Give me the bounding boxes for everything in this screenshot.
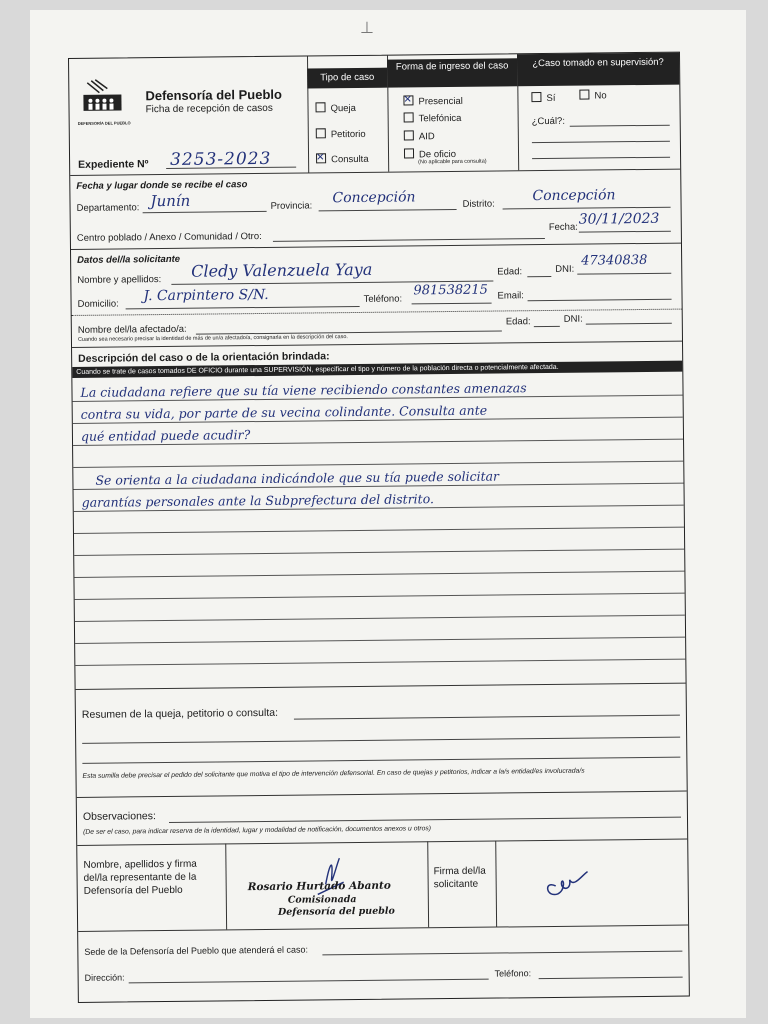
telefono-label: Teléfono: (363, 293, 403, 305)
cual-line-1[interactable] (570, 125, 670, 127)
resumen-line-2[interactable] (82, 737, 680, 744)
afectado-dni-field[interactable] (586, 323, 672, 325)
solicitante-title: Datos del/la solicitante (77, 253, 181, 266)
direccion-field[interactable] (129, 979, 489, 984)
de-oficio-note: (No aplicable para consulta) (418, 158, 487, 166)
stamp-signature (247, 853, 418, 925)
forma-aid[interactable]: AID (404, 130, 435, 142)
descripcion-line-3: qué entidad puede acudir? (80, 427, 251, 444)
case-intake-form (68, 52, 690, 1003)
cual-line-2[interactable] (532, 141, 670, 143)
cual-label: ¿Cuál?: (531, 115, 566, 128)
direccion-label: Dirección: (84, 972, 125, 983)
solicitante-signature-icon (537, 863, 597, 904)
resumen-line-3[interactable] (82, 757, 680, 764)
aid-checkbox[interactable] (404, 130, 414, 140)
supervision-si[interactable]: Sí (531, 92, 555, 104)
expediente-value: 3253-2023 (169, 148, 272, 170)
afectado-label: Nombre del/la afectado/a: (77, 323, 187, 336)
logo-text: DEFENSORÍA DEL PUEBLO (77, 120, 131, 126)
distrito-value: Concepción (532, 187, 616, 205)
descripcion-line-2: contra su vida, por parte de su vecina colindante. Consulta ante (80, 402, 488, 422)
edad-label: Edad: (497, 266, 523, 278)
tipo-caso-petitorio[interactable]: Petitorio (316, 128, 366, 141)
presencial-checkbox[interactable] (403, 95, 413, 105)
tipo-caso-queja[interactable]: Queja (315, 102, 355, 114)
telefonica-checkbox[interactable] (404, 112, 414, 122)
page-mark: ⊥ (360, 20, 374, 37)
sede-label: Sede de la Defensoría del Pueblo que atenderá el caso: (84, 944, 309, 957)
observaciones-title: Observaciones: (82, 810, 156, 823)
org-subtitle: Ficha de recepción de casos (145, 102, 273, 116)
forma-presencial[interactable]: ✕Presencial (403, 95, 462, 108)
descripcion-line-6: garantías personales ante la Subprefectura del distrito. (81, 491, 435, 510)
fecha-value: 30/11/2023 (578, 210, 660, 228)
nombre-value: Cledy Valenzuela Yaya (191, 259, 373, 281)
resumen-line-1[interactable] (294, 715, 680, 720)
expediente-label: Expediente Nº (78, 158, 149, 171)
provincia-field[interactable] (319, 209, 457, 211)
org-name: Defensoría del Pueblo (145, 86, 283, 104)
domicilio-label: Domicilio: (77, 298, 119, 310)
solicitante-signature (537, 863, 597, 909)
stamp-role: Comisionada (287, 894, 357, 906)
email-field[interactable] (528, 299, 672, 302)
centro-field[interactable] (273, 238, 545, 242)
fecha-field[interactable] (579, 231, 671, 233)
fecha-label: Fecha: (548, 221, 578, 233)
departamento-field[interactable] (143, 211, 267, 213)
de-oficio-checkbox[interactable] (404, 148, 414, 158)
queja-checkbox[interactable] (315, 102, 325, 112)
descripcion-line-1: La ciudadana refiere que su tía viene recibiendo constantes amenazas (80, 380, 527, 400)
dni-value: 47340838 (581, 252, 648, 269)
sede-telefono-field[interactable] (539, 977, 683, 980)
resumen-title: Resumen de la queja, petitorio o consulta: (81, 706, 279, 721)
sede-telefono-label: Teléfono: (494, 968, 532, 979)
dni-field[interactable] (577, 273, 671, 275)
consulta-checkbox[interactable] (316, 153, 326, 163)
supervision-header: ¿Caso tomado en supervisión? (517, 53, 679, 87)
logo (79, 78, 125, 118)
provincia-value: Concepción (332, 189, 416, 207)
tipo-caso-consulta[interactable]: ✕Consulta (316, 153, 369, 166)
afectado-note: Cuando sea necesario precisar la identidad de más de un/a afectado/a, consignarla en la descripción del caso. (77, 334, 348, 343)
cual-line-3[interactable] (532, 157, 670, 159)
departamento-value: Junín (150, 191, 191, 211)
distrito-label: Distrito: (462, 198, 495, 210)
representante-label: Nombre, apellidos y firma del/la representante de la Defensoría del Pueblo (83, 858, 197, 897)
telefono-value: 981538215 (413, 282, 488, 299)
si-checkbox[interactable] (531, 92, 541, 102)
afectado-dni-label: DNI: (563, 313, 583, 325)
departamento-label: Departamento: (76, 202, 140, 214)
supervision-no[interactable]: No (579, 89, 606, 101)
afectado-field[interactable] (196, 330, 502, 334)
forma-ingreso-header: Forma de ingreso del caso (387, 58, 517, 87)
sede-field[interactable] (322, 951, 682, 956)
no-checkbox[interactable] (579, 90, 589, 100)
tipo-caso-header: Tipo de caso (307, 68, 387, 89)
forma-de-oficio[interactable]: De oficio (404, 148, 456, 161)
resumen-note: Esta sumilla debe precisar el pedido del solicitante que motiva el tipo de intervención defensorial. En caso de quejas y petitorios, indicar a la/s entidad/es involucrada/s (82, 767, 585, 780)
afectado-edad-label: Edad: (505, 316, 531, 328)
stamp-org: Defensoría del pueblo (277, 905, 395, 918)
forma-telefonica[interactable]: Telefónica (404, 112, 462, 125)
recepcion-title: Fecha y lugar donde se recibe el caso (76, 179, 248, 192)
defensoria-logo-icon (79, 78, 125, 118)
descripcion-line-5: Se orienta a la ciudadana indicándole que su tía puede solicitar (95, 468, 500, 488)
solicitante-firma-label: Firma del/la solicitante (433, 865, 486, 891)
afectado-edad-field[interactable] (534, 326, 560, 327)
observaciones-note: (De ser el caso, para indicar reserva de la identidad, lugar y modalidad de notificación, documentos anexos u otros) (83, 825, 432, 836)
dni-label: DNI: (555, 263, 575, 275)
domicilio-field[interactable] (126, 306, 360, 309)
nombre-label: Nombre y apellidos: (77, 274, 162, 286)
domicilio-value: J. Carpintero S/N. (143, 286, 269, 305)
distrito-field[interactable] (503, 207, 671, 210)
petitorio-checkbox[interactable] (316, 128, 326, 138)
descripcion-title: Descripción del caso o de la orientación brindada: (78, 350, 330, 365)
descripcion-banner: Cuando se trate de casos tomados DE OFICIO durante una SUPERVISIÓN, especificar el tipo y número de la población directa o potencialmente afectada. (72, 361, 682, 378)
email-label: Email: (497, 290, 524, 302)
observaciones-field[interactable] (169, 817, 681, 823)
stamp-name: Rosario Hurtado Abanto (247, 879, 391, 894)
edad-field[interactable] (527, 276, 551, 277)
centro-label: Centro poblado / Anexo / Comunidad / Otro: (76, 230, 262, 244)
provincia-label: Provincia: (270, 200, 313, 212)
descripcion-lines[interactable] (80, 373, 677, 679)
telefono-field[interactable] (412, 303, 492, 305)
